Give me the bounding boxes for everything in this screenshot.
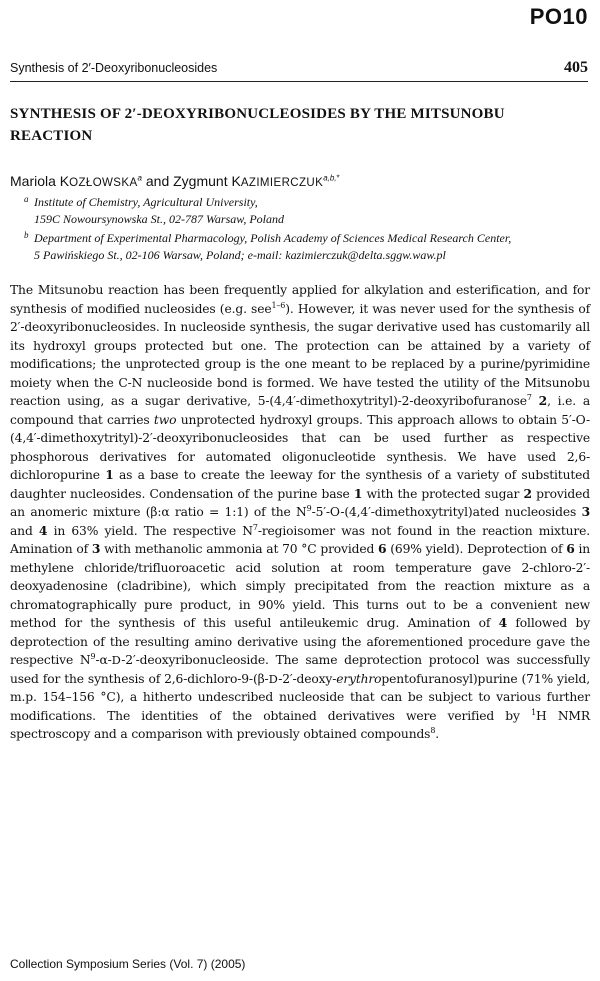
body-text: with the protected sugar: [362, 486, 524, 501]
compound-number: 1: [105, 467, 114, 482]
author-1-surname: OZŁOWSKA: [69, 177, 138, 189]
body-text: and: [10, 523, 39, 538]
affiliation-a-mark: a: [24, 194, 29, 204]
author-conjunction: and: [141, 173, 174, 189]
affiliation-a-line2: 159C Nowoursynowska St., 02-787 Warsaw, Poland: [34, 212, 285, 226]
citation-ref: 7: [526, 392, 532, 402]
body-text: -2′-deoxyribonucleoside. The same deprotection protocol was successfully used for the synthesis of 2,6-dichloro-9-(β-: [10, 653, 590, 686]
author-2-affil-mark: a,b,: [323, 173, 337, 183]
author-line: [10, 173, 590, 189]
poster-code: PO10: [529, 4, 588, 29]
compound-number: 4: [498, 615, 508, 630]
compound-number: 6: [378, 541, 387, 556]
body-text: -2′-deoxy-: [278, 671, 337, 686]
body-text: -α-: [95, 653, 112, 667]
author-1-affil-mark: a: [137, 173, 142, 183]
body-text: provided an anomeric mixture (β:α ratio = 1:1) of the N: [10, 486, 590, 519]
body-text: as a base to create the leeway for the synthesis of a variety of substituted daughter nucleosides. Condensation of the purine base: [10, 468, 591, 501]
body-text: .: [435, 727, 440, 741]
compound-number: 3: [91, 541, 101, 556]
abstract-body: [10, 281, 590, 744]
author-1-initial: K: [59, 173, 70, 189]
citation-ref: 1–6: [271, 300, 286, 310]
affiliation-b-line1: Department of Experimental Pharmacology, Polish Academy of Sciences Medical Research Center,: [34, 231, 512, 245]
affiliation-b: [24, 230, 590, 264]
corresponding-star: *: [336, 173, 340, 183]
body-text: ). However, it was never used for the synthesis of 2′-deoxyribonucleosides. In nucleoside synthesis, the sugar derivative used has customarily all its hydroxyl groups protected but one. The protection can be attained by a variety of modifications; the unprotected group is the one meant to be replaced by a purine/pyrimidine moiety when the C-N nucleoside bond is formed. We have tested the utility of the Mitsunobu reaction using, as a sugar derivative, 5-(4,4′-dimethoxytrityl)-2-deoxyribofuranose: [10, 301, 591, 408]
small-caps-d: D: [111, 653, 122, 667]
body-text: in 63% yield. The respective N: [47, 523, 253, 538]
citation-ref: 8: [430, 725, 436, 735]
affiliation-a-line1: Institute of Chemistry, Agricultural University,: [34, 195, 258, 209]
emphasis: erythro: [336, 671, 382, 686]
author-1-given: Mariola: [10, 173, 60, 189]
running-title: Synthesis of 2′-Deoxyribonucleosides: [10, 61, 218, 75]
compound-number: 3: [581, 504, 590, 519]
author-2-initial: K: [231, 173, 241, 189]
page-number: 405: [564, 59, 588, 76]
position-superscript: 7: [252, 522, 258, 532]
footer-series: Collection Symposium Series (Vol. 7) (2005): [10, 957, 246, 971]
affiliation-b-mark: b: [24, 230, 29, 240]
running-header: [10, 55, 588, 82]
body-text: H NMR spectroscopy and a comparison with previously obtained compounds: [10, 708, 590, 741]
body-text: followed by deprotection of the resulting amino derivative using the aforementioned procedure gave the respective N: [10, 616, 590, 667]
compound-number: 2: [523, 485, 532, 501]
compound-number: 6: [566, 541, 575, 556]
affiliation-a: [24, 194, 590, 228]
author-2-given: Zygmunt: [173, 173, 232, 189]
body-text: , i.e. a compound that carries: [10, 394, 590, 427]
body-text: (69% yield). Deprotection of: [386, 542, 567, 556]
body-text: pentofuranosyl)purine (71% yield, m.p. 154–156 °C), a hitherto undescribed nucleoside that can be subject to various further modifications. The identities of the obtained derivatives were verified by: [10, 671, 590, 723]
body-text: [532, 394, 539, 408]
body-text: with methanolic ammonia at 70 °C provided: [100, 542, 379, 556]
author-2-surname: AZIMIERCZUK: [240, 177, 324, 189]
small-caps-d: D: [268, 671, 279, 686]
body-text: -5′-O-(4,4′-dimethoxytrityl)ated nucleosides: [311, 505, 582, 519]
position-superscript: 9: [306, 503, 312, 513]
compound-number: 4: [38, 522, 48, 538]
article-title: SYNTHESIS OF 2′-DEOXYRIBONUCLEOSIDES BY THE MITSUNOBU REACTION: [10, 106, 505, 144]
body-text: unprotected hydroxyl groups. This approach allows to obtain 5′-O-(4,4′-dimethoxytrityl)-2′-deoxyribonucleosides that can be used further as respective phosphorous derivatives for automated oligonucleotide synthesis. We have used 2,6-dichloropurine: [10, 412, 591, 482]
compound-number: 1: [353, 485, 363, 501]
body-text: in methylene chloride/trifluoroacetic acid solution at room temperature gave 2-chloro-2′-deoxyadenosine (cladribine), which simply precipitated from the reaction mixture as a chromatographically pure product, in 90% yield. This turns out to be a convenient new method for the synthesis of this useful antileukemic drug. Amination of: [10, 542, 590, 630]
compound-number: 2: [538, 393, 548, 408]
nmr-superscript: 1: [531, 707, 537, 717]
position-superscript: 9: [90, 651, 96, 661]
emphasis: two: [153, 412, 177, 427]
affiliation-b-line2: 5 Pawińskiego St., 02-106 Warsaw, Poland; e-mail: kazimierczuk@delta.sggw.waw.pl: [34, 248, 446, 262]
body-text: -regioisomer was not found in the reaction mixture. Amination of: [10, 523, 591, 556]
body-text: The Mitsunobu reaction has been frequently applied for alkylation and esterification, and for synthesis of modified nucleosides (e.g. see: [10, 283, 590, 316]
